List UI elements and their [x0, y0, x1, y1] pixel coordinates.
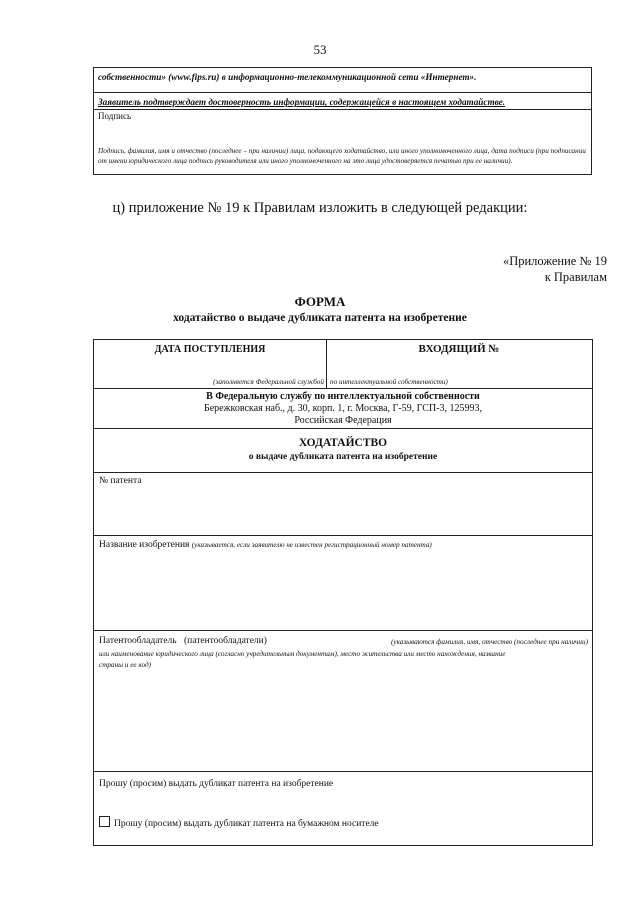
- petition-title: ХОДАТАЙСТВО: [298, 437, 388, 449]
- website-note: собственности» (www.fips.ru) в информационно-телекоммуникационной сети «Интернет».: [98, 72, 477, 82]
- filled-by-left: (заполняется Федеральной службой: [213, 378, 324, 386]
- divider: [94, 388, 592, 389]
- paper-carrier-checkbox[interactable]: [99, 816, 110, 827]
- signature-note: Подпись, фамилия, имя и отчество (последнее – при наличии) лица, подающего ходатайство, или иного уполномоченного лица, дата подписи (при подписании от имени юридического лица подпись руководителя или иного уполномоченного на это лица удостоверяется печатью при ее наличии).: [98, 147, 586, 165]
- petition-subtitle: о выдаче дубликата патента на изобретение: [248, 452, 438, 462]
- page-number: 53: [313, 42, 327, 57]
- owner-hint-3: страны и ее код): [99, 661, 151, 669]
- filled-by-right: по интеллектуальной собственности): [330, 378, 448, 386]
- petition-form: [93, 339, 593, 846]
- patent-number-label: № патента: [99, 476, 142, 486]
- divider: [94, 428, 592, 429]
- divider: [94, 92, 591, 93]
- owner-hint-1: (указываются фамилия, имя, отчество (последнее при наличии): [391, 638, 588, 646]
- owner-hint-2: или наименование юридического лица (согласно учредительным документам), место жительства или место нахождения, название: [99, 650, 506, 658]
- form-subtitle: ходатайство о выдаче дубликата патента на изобретение: [173, 312, 467, 324]
- divider: [94, 630, 592, 631]
- addressee-line-1: В Федеральную службу по интеллектуальной собственности: [206, 391, 480, 402]
- annex-reference: к Правилам: [544, 270, 607, 284]
- divider: [94, 535, 592, 536]
- form-title: ФОРМА: [294, 294, 346, 309]
- invention-name-hint: (указывается, если заявителю не известен регистрационный номер патента): [191, 541, 432, 549]
- divider: [94, 109, 591, 110]
- divider: [94, 472, 592, 473]
- date-received-label: ДАТА ПОСТУПЛЕНИЯ: [154, 344, 266, 355]
- paper-request-label: Прошу (просим) выдать дубликат патента на бумажном носителе: [114, 819, 379, 829]
- incoming-number-label: ВХОДЯЩИЙ №: [418, 343, 500, 355]
- addressee-line-2: Бережковская наб., д. 30, корп. 1, г. Москва, Г-59, ГСП-3, 125993,: [203, 403, 483, 414]
- request-duplicate: Прошу (просим) выдать дубликат патента на изобретение: [99, 779, 334, 789]
- invention-name-label: Название изобретения: [99, 540, 190, 550]
- signature-label: Подпись: [98, 111, 132, 121]
- owner-label: Патентообладатель (патентообладатели): [99, 636, 267, 646]
- paper-request-row[interactable]: [99, 816, 379, 829]
- instruction-text: ц) приложение № 19 к Правилам изложить в следующей редакции:: [112, 200, 528, 216]
- divider: [94, 771, 592, 772]
- annex-number: «Приложение № 19: [502, 254, 607, 268]
- confirmation-statement: Заявитель подтверждает достоверность информации, содержащейся в настоящем ходатайстве.: [98, 97, 505, 107]
- signature-box: [93, 67, 592, 175]
- addressee-line-3: Российская Федерация: [294, 415, 392, 426]
